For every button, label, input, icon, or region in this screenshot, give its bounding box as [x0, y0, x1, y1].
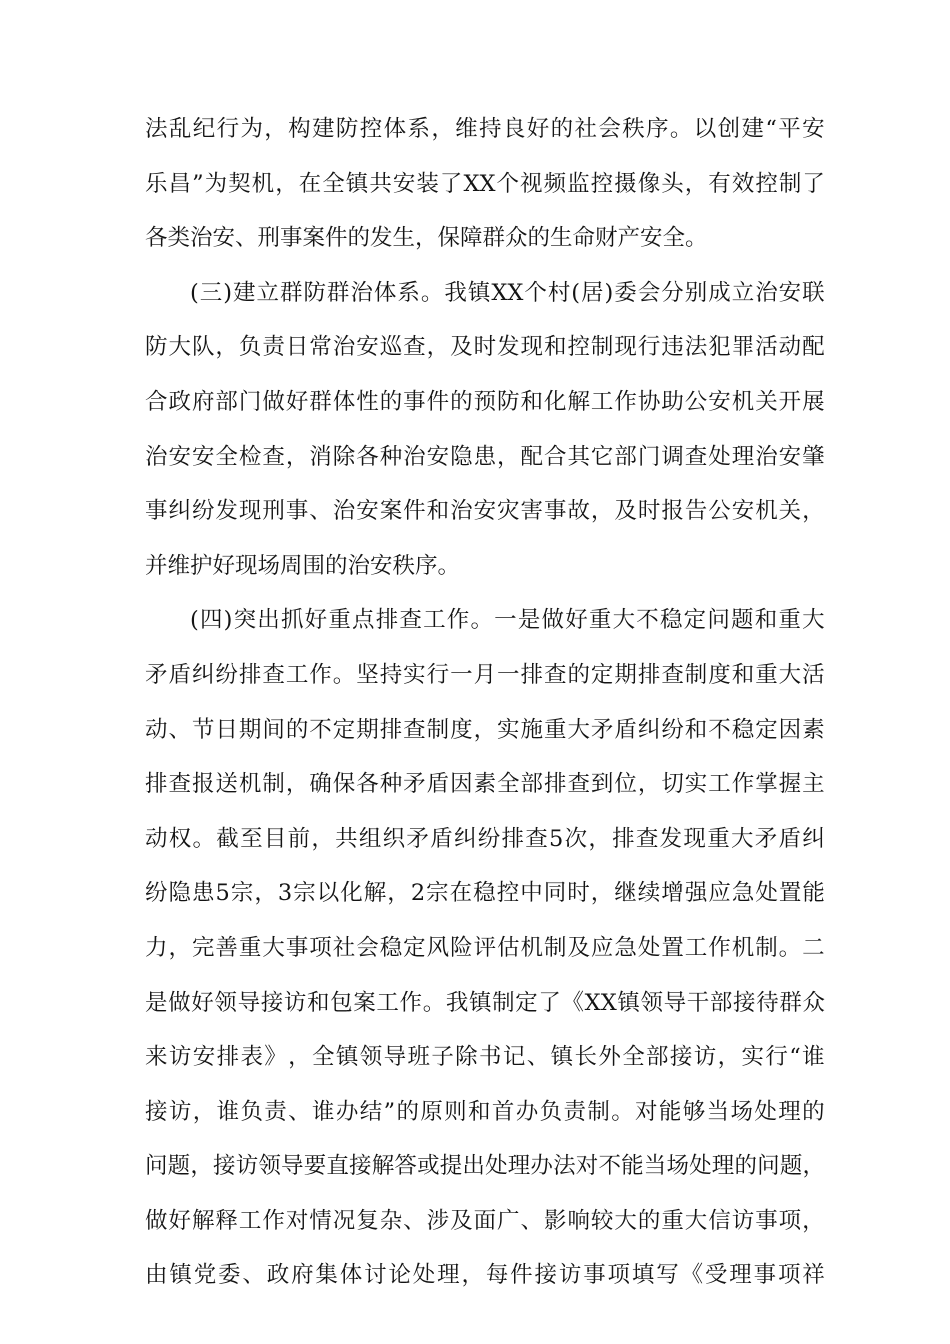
text-line: 防 大 队 ， 负 责 日 常 治 安 巡 查 ， 及 时 发 现 和 控 制 现 行 违 法 犯 罪 活 动 配	[145, 334, 825, 361]
text-line: 治 安 安 全 检 查 ， 消 除 各 种 治 安 隐 患 ， 配 合 其 它 部 门 调 查 处 理 治 安 肇	[145, 443, 825, 470]
text-line: 各类治安、刑事案件的发生，保障群众的生命财产安全。	[145, 225, 708, 252]
text-line: 动 、 节 日 期 间 的 不 定 期 排 查 制 度 ， 实 施 重 大 矛 盾 纠 纷 和 不 稳 定 因 素	[145, 716, 825, 743]
text-line: 是 做 好 领 导 接 访 和 包 案 工 作 。 我 镇 制 定 了 《 XX 镇 领 导 干 部 接 待 群 众	[145, 989, 825, 1016]
text-line: 合 政 府 部 门 做 好 群 体 性 的 事 件 的 预 防 和 化 解 工 作 协 助 公 安 机 关 开 展	[145, 388, 825, 415]
text-line: 排 查 报 送 机 制 ， 确 保 各 种 矛 盾 因 素 全 部 排 查 到 位 ， 切 实 工 作 掌 握 主	[145, 771, 825, 798]
text-line: 做 好 解 释 工 作 对 情 况 复 杂 、 涉 及 面 广 、 影 响 较 大 的 重 大 信 访 事 项 ，	[145, 1207, 825, 1234]
text-line: ( 四 ) 突 出 抓 好 重 点 排 查 工 作 。 一 是 做 好 重 大 不 稳 定 问 题 和 重 大	[190, 607, 825, 634]
text-line: 问 题 ， 接 访 领 导 要 直 接 解 答 或 提 出 处 理 办 法 对 不 能 当 场 处 理 的 问 题 ，	[145, 1153, 825, 1180]
text-line: 事 纠 纷 发 现 刑 事 、 治 安 案 件 和 治 安 灾 害 事 故 ， 及 时 报 告 公 安 机 关 ，	[145, 498, 825, 525]
text-line: 纷 隐 患 5 宗 ， 3 宗 以 化 解 ， 2 宗 在 稳 控 中 同 时 ， 继 续 增 强 应 急 处 置 能	[145, 880, 825, 907]
text-line: 矛 盾 纠 纷 排 查 工 作 。 坚 持 实 行 一 月 一 排 查 的 定 期 排 查 制 度 和 重 大 活	[145, 661, 825, 688]
text-line: 动 权 。 截 至 目 前 ， 共 组 织 矛 盾 纠 纷 排 查 5 次 ， 排 查 发 现 重 大 矛 盾 纠	[145, 825, 825, 852]
text-line: 由 镇 党 委 、 政 府 集 体 讨 论 处 理 ， 每 件 接 访 事 项 填 写 《 受 理 事 项 祥	[145, 1262, 825, 1289]
text-line: 接 访 ， 谁 负 责 、 谁 办 结 ” 的 原 则 和 首 办 负 责 制 。 对 能 够 当 场 处 理 的	[145, 1098, 825, 1125]
text-line: 乐 昌 ” 为 契 机 ， 在 全 镇 共 安 装 了 XX 个 视 频 监 控 摄 像 头 ， 有 效 控 制 了	[145, 170, 825, 197]
text-line: 并维护好现场周围的治安秩序。	[145, 552, 461, 579]
body-text	[145, 102, 825, 1303]
text-line: 力 ， 完 善 重 大 事 项 社 会 稳 定 风 险 评 估 机 制 及 应 急 处 置 工 作 机 制 。 二	[145, 934, 825, 961]
text-line: 来 访 安 排 表 》 ， 全 镇 领 导 班 子 除 书 记 、 镇 长 外 全 部 接 访 ， 实 行 “ 谁	[145, 1044, 825, 1071]
text-line: ( 三 ) 建 立 群 防 群 治 体 系 。 我 镇 XX 个 村 ( 居 ) 委 会 分 别 成 立 治 安 联	[190, 279, 825, 306]
text-line: 法 乱 纪 行 为 ， 构 建 防 控 体 系 ， 维 持 良 好 的 社 会 秩 序 。 以 创 建 “ 平 安	[145, 116, 825, 142]
